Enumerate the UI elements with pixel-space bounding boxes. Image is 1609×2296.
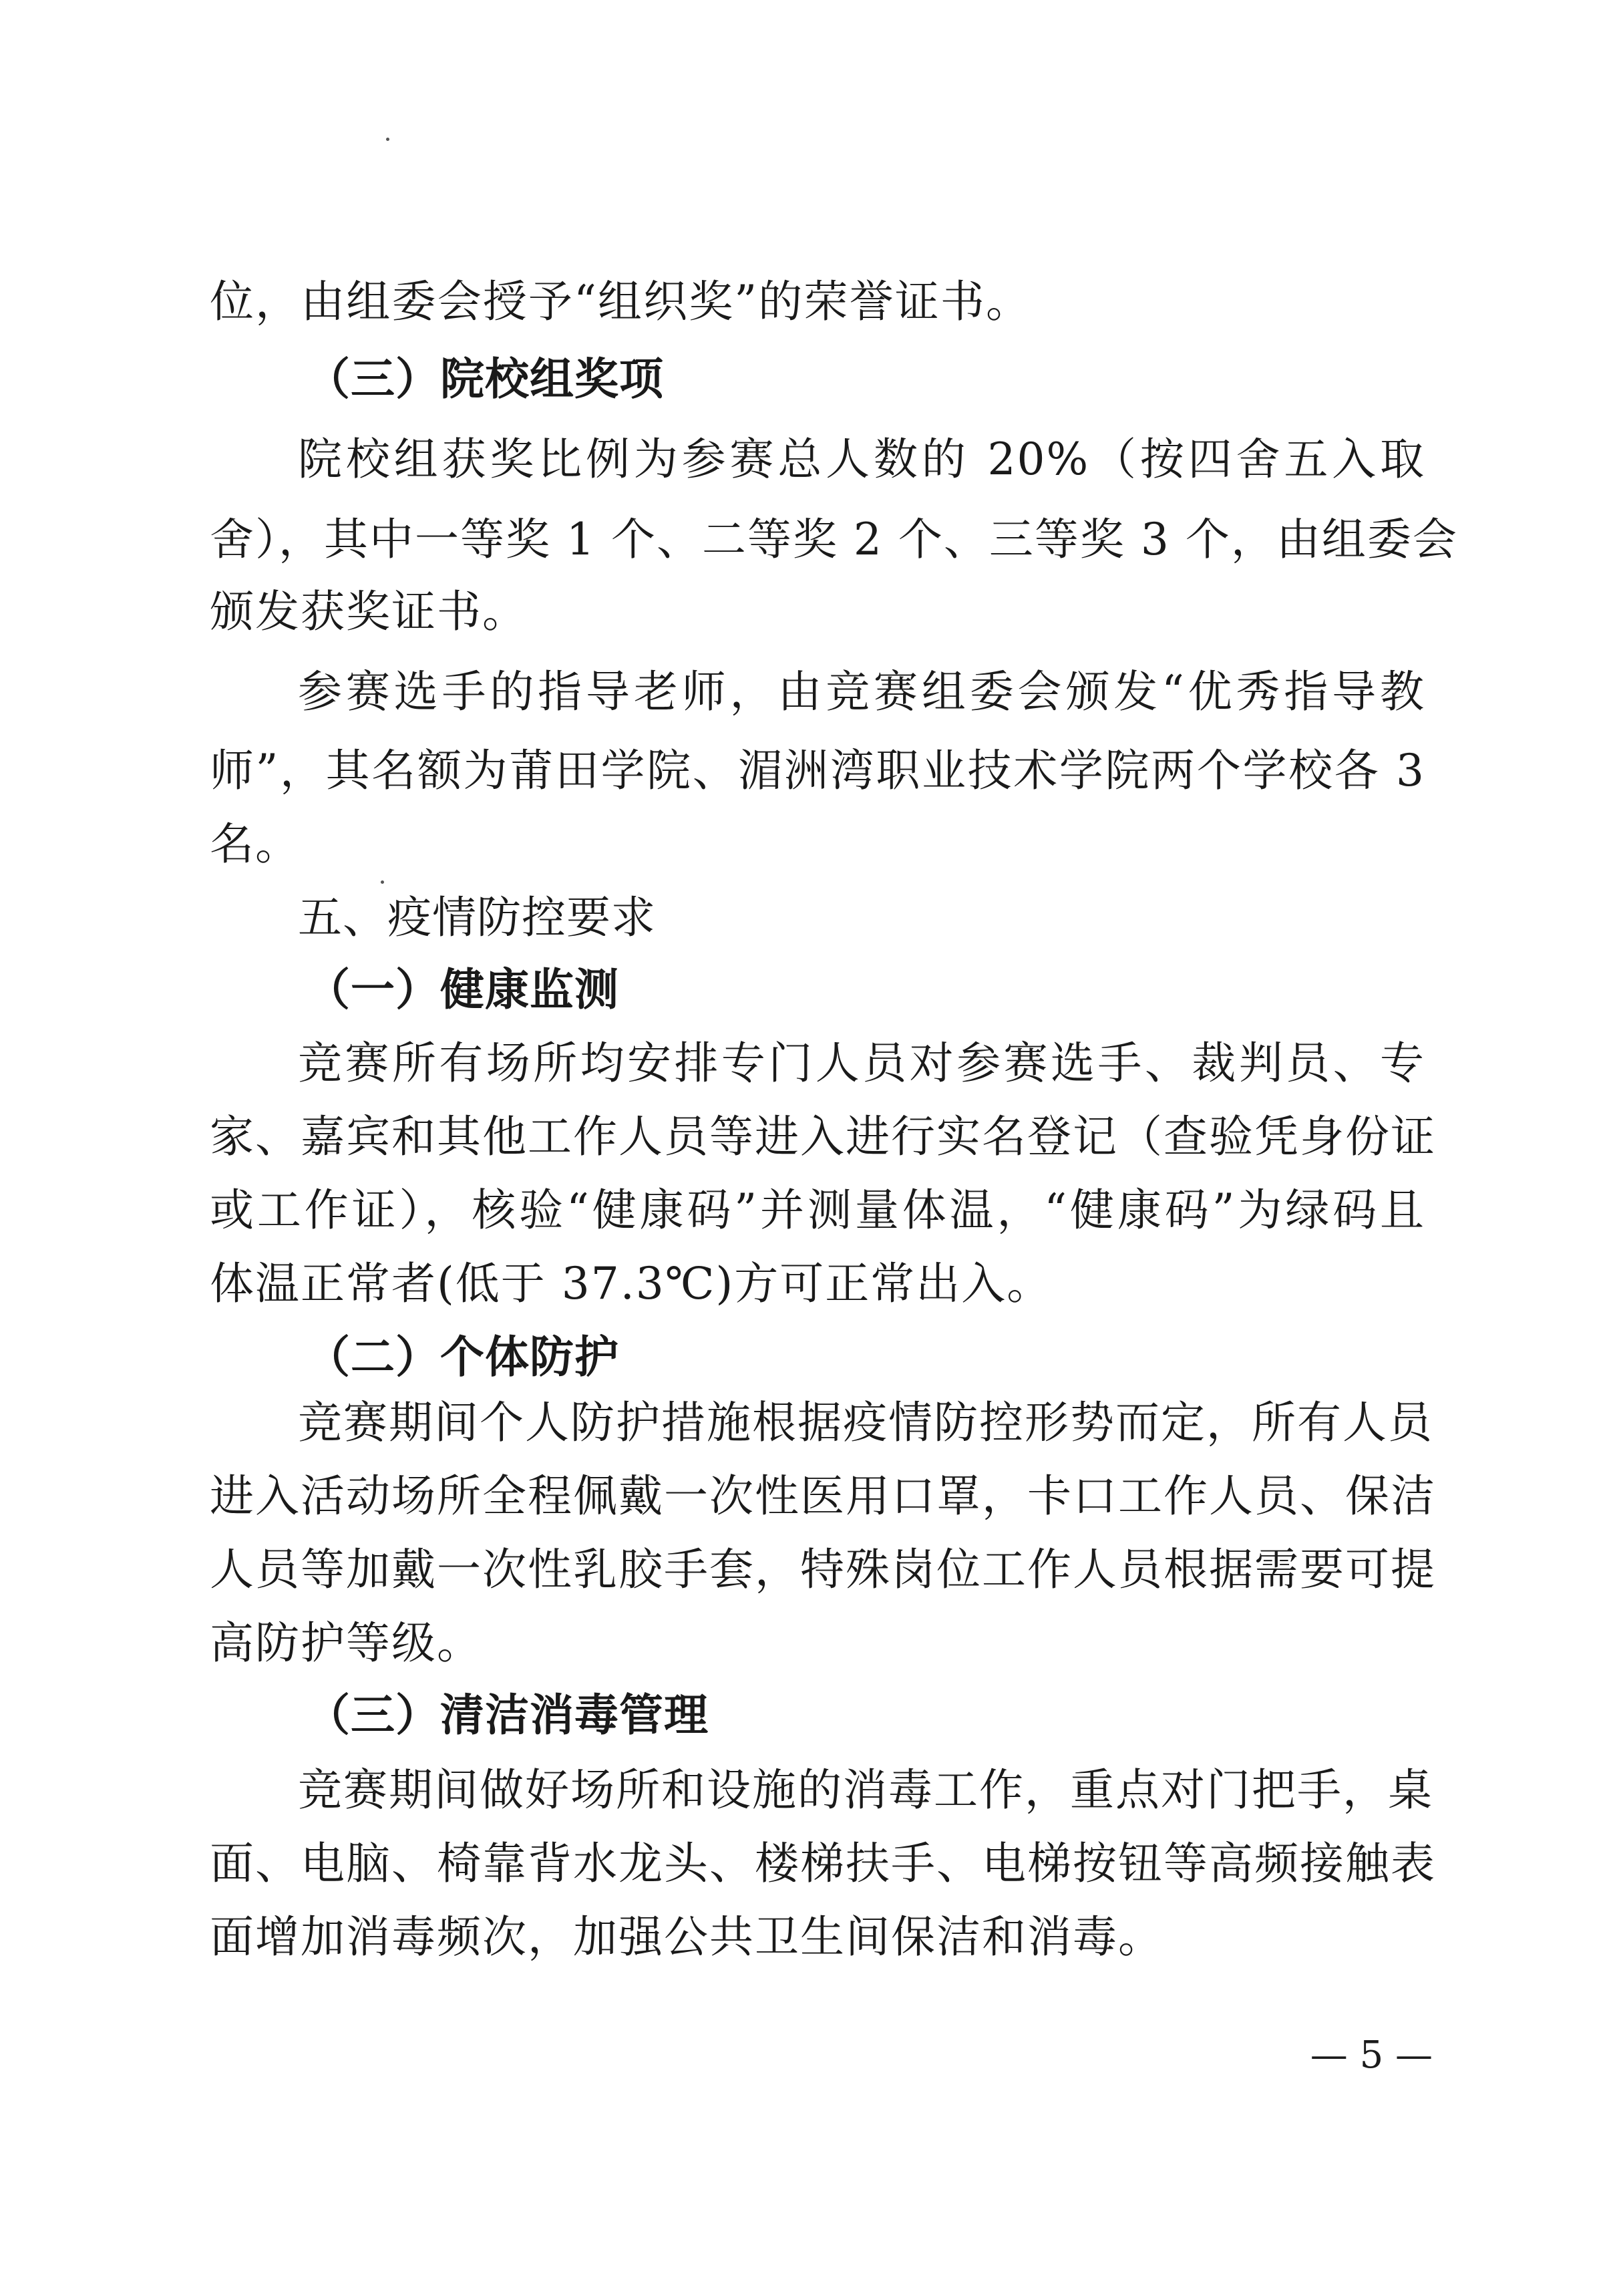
paragraph-line: 舍），其中一等奖 1 个、二等奖 2 个、三等奖 3 个，由组委会 xyxy=(210,514,1458,565)
paragraph-line: 高防护等级。 xyxy=(210,1617,482,1669)
paragraph-line: 家、嘉宾和其他工作人员等进入进行实名登记（查验凭身份证 xyxy=(210,1111,1436,1162)
paragraph-line: 面、电脑、椅靠背水龙头、楼梯扶手、电梯按钮等高频接触表 xyxy=(210,1838,1436,1889)
paragraph-line: 竞赛所有场所均安排专门人员对参赛选手、裁判员、专 xyxy=(298,1037,1425,1089)
paragraph-line: 位，由组委会授予“组织奖”的荣誉证书。 xyxy=(210,276,1031,327)
paragraph-line: 师”，其名额为莆田学院、湄洲湾职业技术学院两个学校各 3 xyxy=(210,745,1425,796)
paragraph-line: 竞赛期间做好场所和设施的消毒工作，重点对门把手，桌 xyxy=(298,1764,1433,1816)
scan-speck xyxy=(381,880,384,884)
paragraph-line: 竞赛期间个人防护措施根据疫情防控形势而定，所有人员 xyxy=(298,1397,1433,1448)
chapter-heading: 五、疫情防控要求 xyxy=(298,892,656,943)
section-heading: （一）健康监测 xyxy=(306,964,619,1015)
paragraph-line: 参赛选手的指导老师，由竞赛组委会颁发“优秀指导教 xyxy=(298,666,1425,717)
paragraph-line: 或工作证），核验“健康码”并测量体温，“健康码”为绿码且 xyxy=(210,1184,1425,1236)
paragraph-line: 面增加消毒频次，加强公共卫生间保洁和消毒。 xyxy=(210,1911,1164,1963)
section-heading: （三）清洁消毒管理 xyxy=(306,1689,709,1741)
section-heading: （三）院校组奖项 xyxy=(306,353,664,405)
scan-speck xyxy=(386,138,389,141)
paragraph-line: 进入活动场所全程佩戴一次性医用口罩，卡口工作人员、保洁 xyxy=(210,1470,1436,1522)
paragraph-line: 体温正常者(低于 37.3℃)方可正常出入。 xyxy=(210,1258,1053,1309)
page-number: — 5 — xyxy=(1310,2033,1433,2077)
section-heading: （二）个体防护 xyxy=(306,1331,619,1383)
paragraph-line: 颁发获奖证书。 xyxy=(210,586,528,637)
paragraph-line: 人员等加戴一次性乳胶手套，特殊岗位工作人员根据需要可提 xyxy=(210,1544,1436,1595)
paragraph-line: 院校组获奖比例为参赛总人数的 20%（按四舍五入取 xyxy=(298,434,1425,485)
paragraph-line: 名。 xyxy=(210,818,301,870)
